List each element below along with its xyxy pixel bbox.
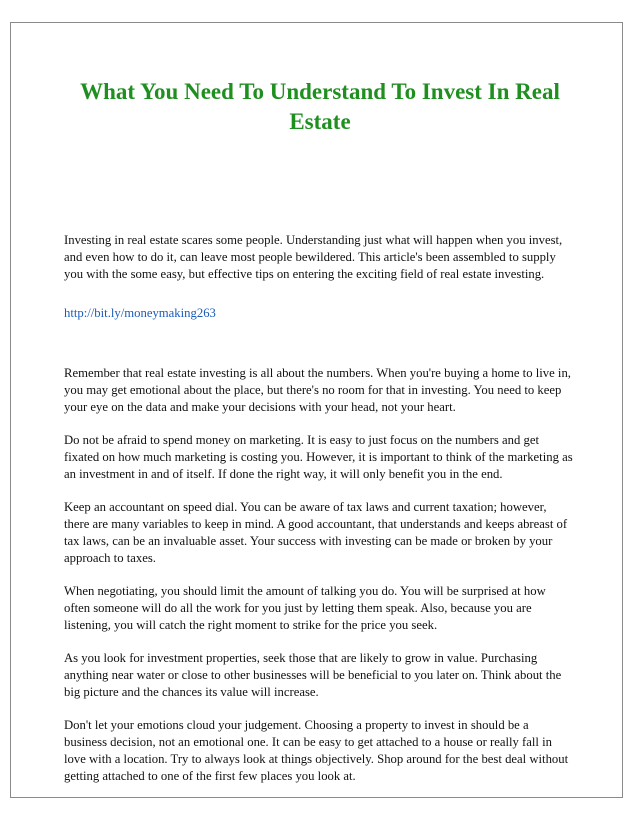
paragraph-accountant: Keep an accountant on speed dial. You can be aware of tax laws and current taxation; however, there are many variables to keep in mind. A good accountant, that understands and keeps abreast of tax laws, can be an invaluable asset. Your success with investing can be made or broken by your approach to taxes. [64,500,568,565]
paragraph-emotions: Don't let your emotions cloud your judgement. Choosing a property to invest in should be a business decision, not an emotional one. It can be easy to get attached to a house or really fall in love with a location. Try to always look at things objectively. Shop around for the best deal without getting attached to one of the first few places you look at. [64,718,569,783]
intro-section [64,232,574,283]
intro-paragraph: Investing in real estate scares some people. Understanding just what will happen when you invest, and even how to do it, can leave most people bewildered. This article's been assembled to supply you with the some easy, but effective tips on entering the exciting field of real estate investing. [64,233,563,281]
paragraph-negotiating: When negotiating, you should limit the amount of talking you do. You will be surprised at how often someone will do all the work for you just by letting them speak. Also, because you are listening, you will catch the right moment to strike for the price you seek. [64,584,546,632]
document-title: What You Need To Understand To Invest In Real Estate [80,79,560,134]
money-making-link[interactable]: http://bit.ly/moneymaking263 [64,306,216,320]
paragraph-properties: As you look for investment properties, seek those that are likely to grow in value. Purchasing anything near water or close to other businesses will be beneficial to you later on. Think about the big picture and the chances its value will increase. [64,651,562,699]
paragraph-marketing: Do not be afraid to spend money on marketing. It is easy to just focus on the numbers and get fixated on how much marketing is costing you. However, it is important to think of the marketing as an investment in and of itself. If done the right way, it will only benefit you in the end. [64,433,573,481]
paragraph-numbers: Remember that real estate investing is all about the numbers. When you're buying a home to live in, you may get emotional about the place, but there's no room for that in investing. You need to keep your eye on the data and make your decisions with your head, not your heart. [64,366,571,414]
article-body [64,365,574,801]
